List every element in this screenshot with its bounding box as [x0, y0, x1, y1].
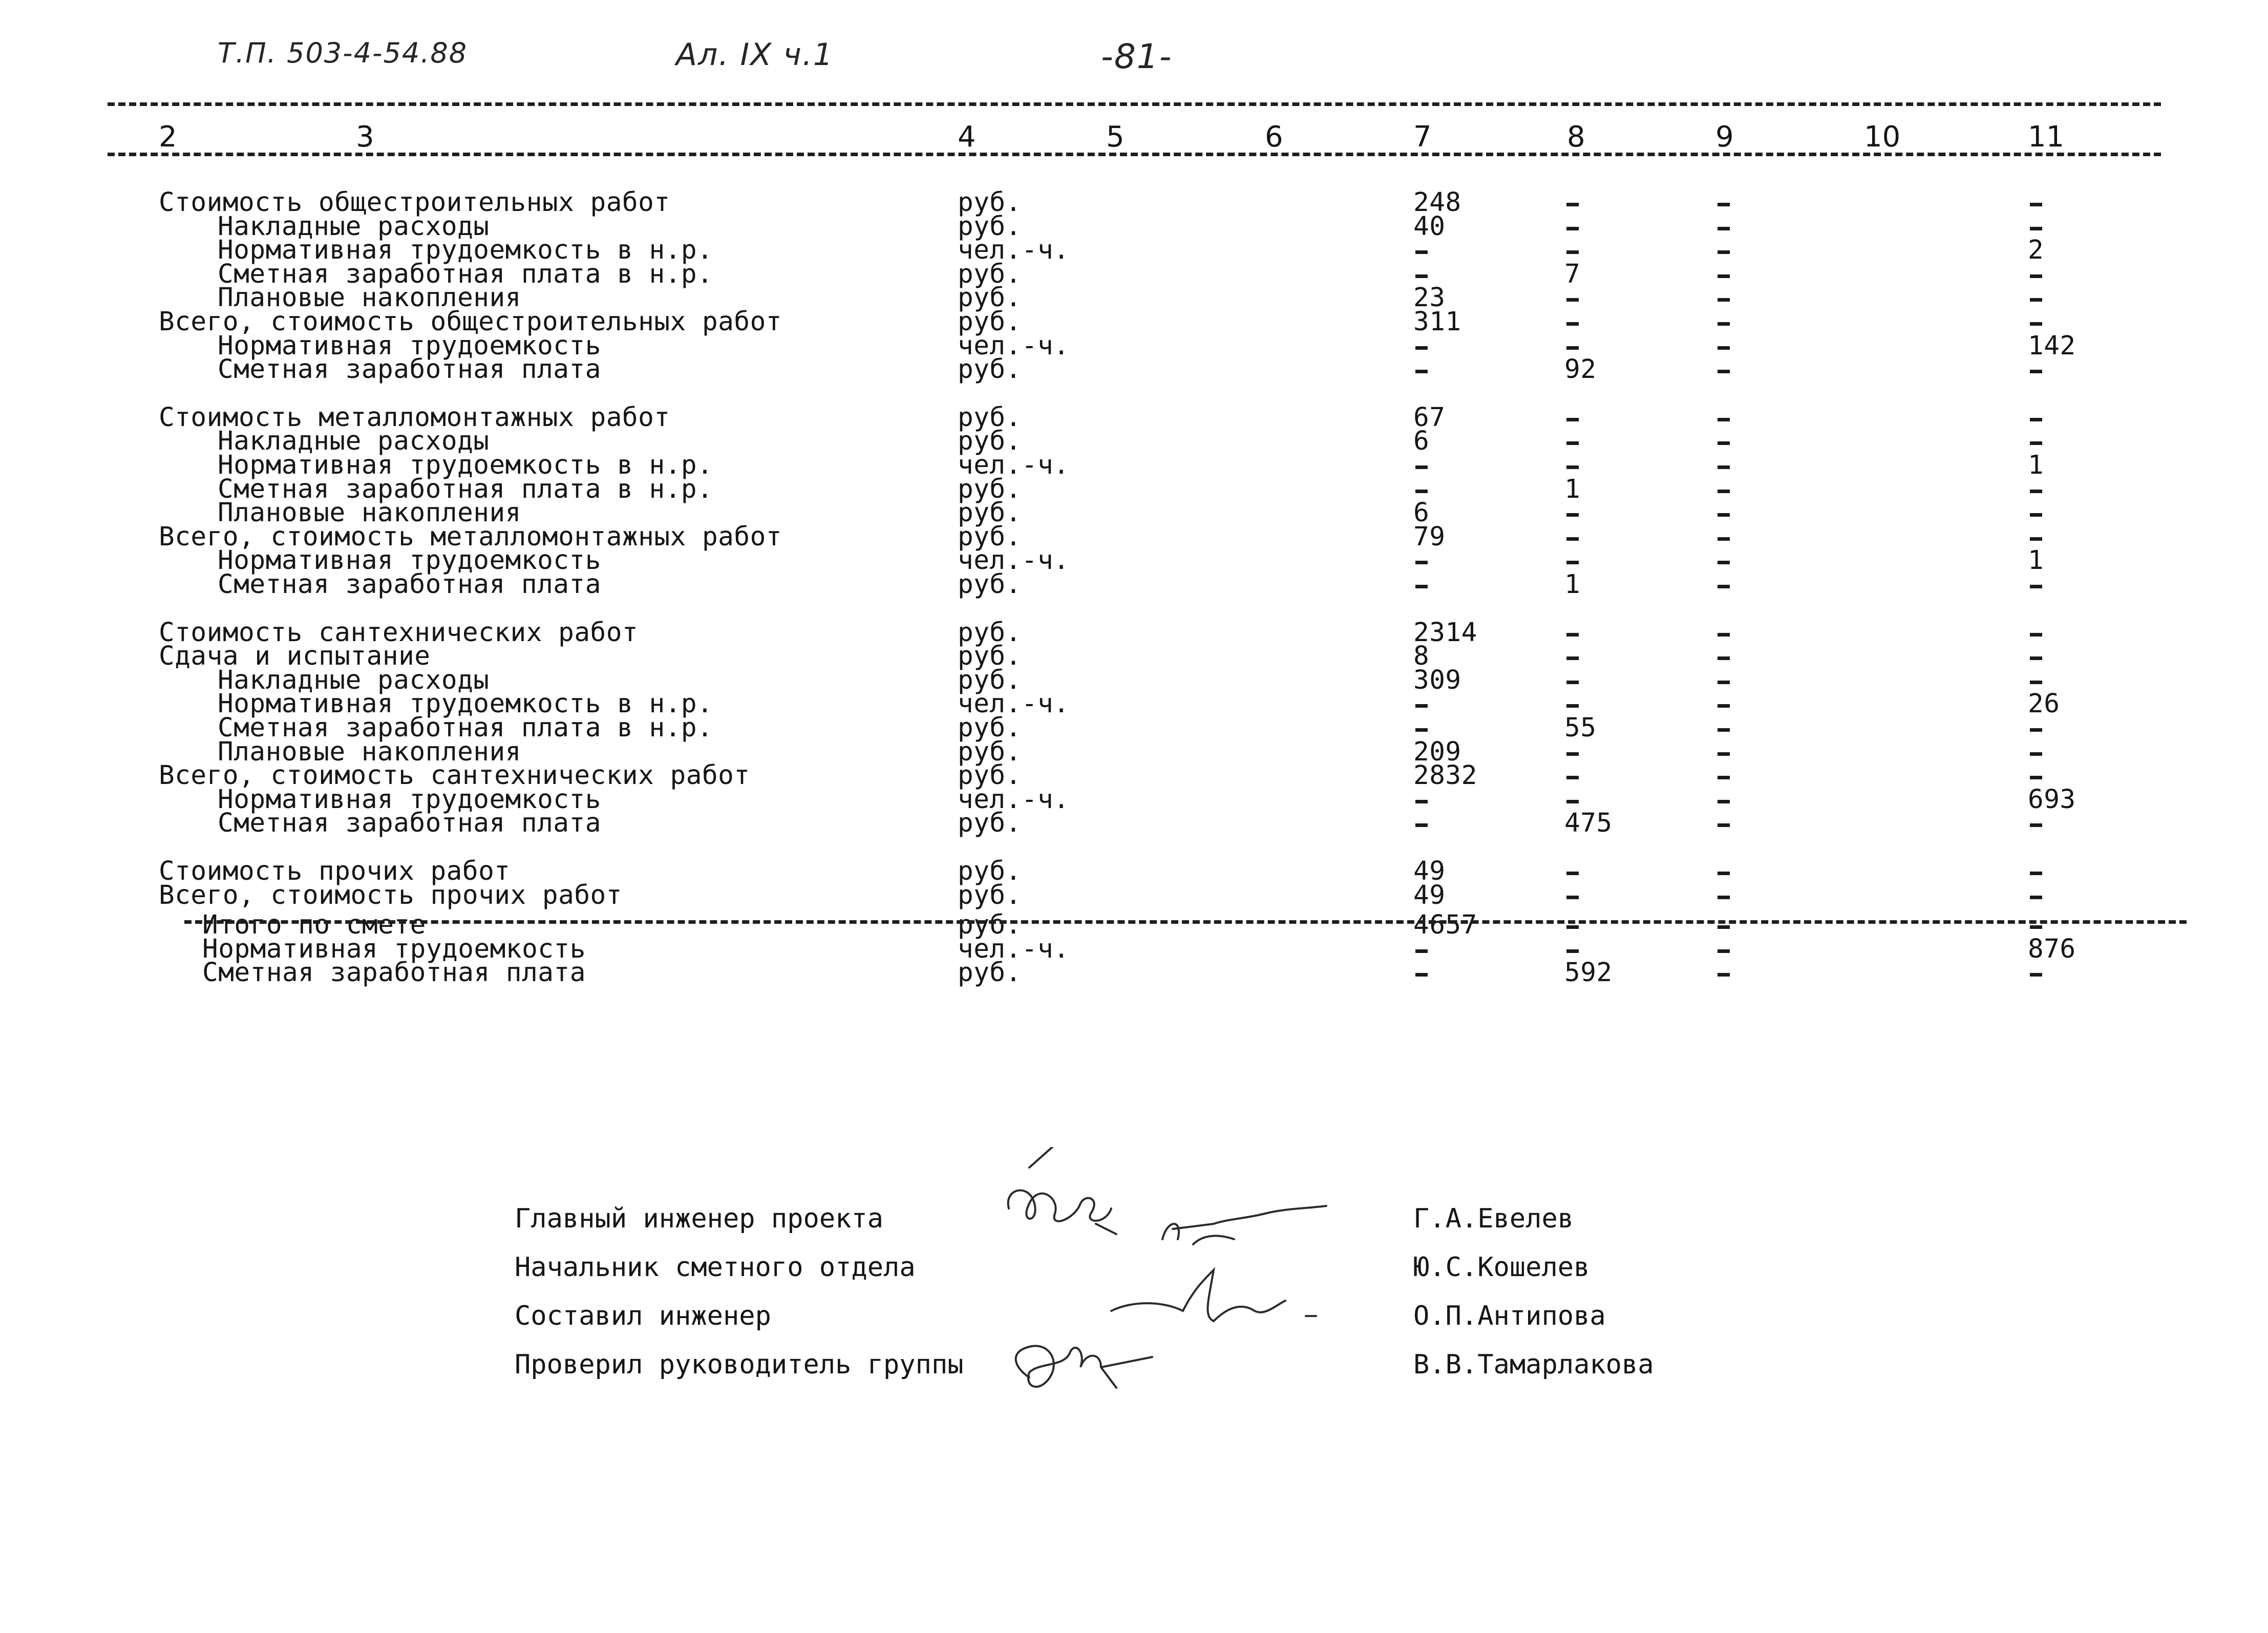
row-label: Плановые накопления	[218, 736, 521, 767]
row-value-col9	[1715, 572, 1731, 597]
row-label: Сметная заработная плата	[202, 958, 586, 988]
row-label: Нормативная трудоемкость	[218, 784, 601, 815]
row-unit: руб.	[958, 880, 1022, 910]
row-unit: руб.	[958, 474, 1022, 504]
top-dashed-rule	[108, 102, 2161, 106]
row-label: Стоимость сантехнических работ	[159, 617, 639, 648]
row-unit: руб.	[958, 736, 1022, 767]
row-value-col7	[1413, 811, 1429, 836]
row-value-col11: 876	[2028, 934, 2076, 964]
column-number: 3	[356, 120, 374, 154]
row-value-col7: 40	[1413, 211, 1446, 242]
row-value-col7: 2314	[1413, 617, 1477, 648]
doc-code: Т.П. 503-4-54.88	[218, 37, 468, 69]
album-reference: Ал. IX ч.1	[676, 37, 834, 73]
row-value-col9	[1715, 961, 1731, 985]
row-unit: чел.-ч.	[958, 235, 1070, 266]
row-unit: руб.	[958, 426, 1022, 457]
row-label: Сметная заработная плата	[218, 354, 601, 385]
row-unit: руб.	[958, 910, 1022, 941]
row-unit: руб.	[958, 402, 1022, 433]
column-number: 9	[1715, 120, 1734, 154]
page-number: -81-	[1101, 37, 1173, 76]
row-label: Накладные расходы	[218, 211, 490, 242]
row-value-col9	[1715, 811, 1731, 836]
row-value-col7: 67	[1413, 402, 1446, 433]
row-label: Стоимость металломонтажных работ	[159, 402, 670, 433]
row-value-col8: 592	[1564, 958, 1613, 988]
row-unit: чел.-ч.	[958, 784, 1070, 815]
column-number: 7	[1413, 120, 1432, 154]
row-value-col8: 92	[1564, 354, 1597, 385]
row-value-col9	[1715, 883, 1731, 908]
row-unit: руб.	[958, 521, 1022, 552]
signature-estimate-head	[1162, 1206, 1326, 1244]
row-label: Сдача и испытание	[159, 641, 431, 672]
signatory-role: Составил инженер	[515, 1301, 771, 1331]
row-label: Нормативная трудоемкость в н.р.	[218, 689, 713, 719]
column-number: 10	[1864, 120, 1901, 154]
row-unit: руб.	[958, 259, 1022, 289]
row-value-col11	[2028, 811, 2044, 836]
column-number: 11	[2028, 120, 2065, 154]
row-unit: руб.	[958, 760, 1022, 791]
row-value-col11: 1	[2028, 450, 2044, 480]
row-value-col9	[1715, 357, 1731, 382]
row-label: Сметная заработная плата в н.р.	[218, 713, 713, 743]
row-label: Плановые накопления	[218, 283, 521, 313]
row-value-col11: 1	[2028, 545, 2044, 576]
row-unit: чел.-ч.	[958, 689, 1070, 719]
row-unit: руб.	[958, 283, 1022, 313]
signatory-name: В.В.Тамарлакова	[1413, 1349, 1654, 1380]
row-unit: руб.	[958, 187, 1022, 218]
row-value-col7	[1413, 357, 1429, 382]
row-unit: чел.-ч.	[958, 545, 1070, 576]
column-number: 5	[1106, 120, 1125, 154]
row-value-col11	[2028, 961, 2044, 985]
row-value-col11	[2028, 357, 2044, 382]
row-value-col8: 55	[1564, 713, 1597, 743]
row-label: Сметная заработная плата в н.р.	[218, 474, 713, 504]
handwritten-signatures	[999, 1147, 1398, 1434]
signatory-name: О.П.Антипова	[1413, 1301, 1606, 1331]
row-unit: руб.	[958, 617, 1022, 648]
signatory-name: Ю.С.Кошелев	[1413, 1252, 1590, 1283]
signatory-role: Проверил руководитель группы	[515, 1349, 964, 1380]
row-value-col8: 1	[1564, 569, 1581, 600]
signature-engineer	[1111, 1270, 1316, 1321]
total-dashed-rule	[184, 920, 2187, 924]
signature-chief-engineer	[1008, 1147, 1116, 1234]
row-value-col7: 6	[1413, 426, 1430, 457]
row-unit: руб.	[958, 498, 1022, 528]
row-value-col7: 23	[1413, 283, 1446, 313]
row-value-col7: 309	[1413, 665, 1461, 695]
row-value-col7: 311	[1413, 307, 1461, 337]
header-dashed-rule	[108, 153, 2161, 156]
row-value-col7	[1413, 961, 1429, 985]
row-label: Всего, стоимость металломонтажных работ	[159, 521, 782, 552]
row-value-col7	[1413, 572, 1429, 597]
row-label: Сметная заработная плата	[218, 808, 601, 839]
row-value-col8: 1	[1564, 474, 1581, 504]
row-label: Итого по смете	[202, 910, 426, 941]
row-value-col7: 248	[1413, 187, 1461, 218]
row-value-col11: 26	[2028, 689, 2060, 719]
row-label: Сметная заработная плата в н.р.	[218, 259, 713, 289]
row-unit: чел.-ч.	[958, 934, 1070, 964]
row-label: Плановые накопления	[218, 498, 521, 528]
column-number: 4	[958, 120, 976, 154]
row-value-col11: 2	[2028, 235, 2044, 266]
row-unit: руб.	[958, 354, 1022, 385]
row-value-col11	[2028, 572, 2044, 597]
row-label: Нормативная трудоемкость в н.р.	[218, 235, 713, 266]
row-value-col8	[1564, 883, 1580, 908]
row-unit: руб.	[958, 641, 1022, 672]
row-value-col7: 49	[1413, 856, 1446, 886]
signature-group-lead	[1016, 1346, 1152, 1388]
column-number: 6	[1265, 120, 1283, 154]
row-unit: руб.	[958, 808, 1022, 839]
row-label: Накладные расходы	[218, 426, 490, 457]
row-unit: руб.	[958, 713, 1022, 743]
signatory-role: Начальник сметного отдела	[515, 1252, 916, 1283]
row-label: Стоимость прочих работ	[159, 856, 511, 886]
row-unit: руб.	[958, 958, 1022, 988]
row-value-col7: 4657	[1413, 910, 1477, 941]
row-label: Стоимость общестроительных работ	[159, 187, 670, 218]
row-unit: чел.-ч.	[958, 450, 1070, 480]
row-unit: руб.	[958, 211, 1022, 242]
column-number: 8	[1567, 120, 1585, 154]
row-label: Нормативная трудоемкость	[218, 330, 601, 361]
row-value-col7: 49	[1413, 880, 1446, 910]
column-number: 2	[159, 120, 177, 154]
row-unit: руб.	[958, 569, 1022, 600]
row-value-col8: 475	[1564, 808, 1613, 839]
signatory-role: Главный инженер проекта	[515, 1203, 884, 1234]
row-unit: чел.-ч.	[958, 330, 1070, 361]
row-label: Всего, стоимость сантехнических работ	[159, 760, 750, 791]
row-value-col11	[2028, 883, 2044, 908]
row-label: Нормативная трудоемкость	[202, 934, 586, 964]
row-value-col7: 79	[1413, 521, 1446, 552]
row-label: Нормативная трудоемкость	[218, 545, 601, 576]
row-value-col8: 7	[1564, 259, 1581, 289]
row-value-col7: 209	[1413, 736, 1461, 767]
row-label: Всего, стоимость прочих работ	[159, 880, 622, 910]
row-value-col7: 8	[1413, 641, 1430, 672]
row-label: Сметная заработная плата	[218, 569, 601, 600]
row-unit: руб.	[958, 307, 1022, 337]
row-label: Всего, стоимость общестроительных работ	[159, 307, 782, 337]
row-label: Накладные расходы	[218, 665, 490, 695]
row-unit: руб.	[958, 665, 1022, 695]
signatory-name: Г.А.Евелев	[1413, 1203, 1574, 1234]
row-value-col7: 2832	[1413, 760, 1477, 791]
row-unit: руб.	[958, 856, 1022, 886]
row-label: Нормативная трудоемкость в н.р.	[218, 450, 713, 480]
row-value-col11: 142	[2028, 330, 2076, 361]
row-value-col7: 6	[1413, 498, 1430, 528]
row-value-col11: 693	[2028, 784, 2076, 815]
